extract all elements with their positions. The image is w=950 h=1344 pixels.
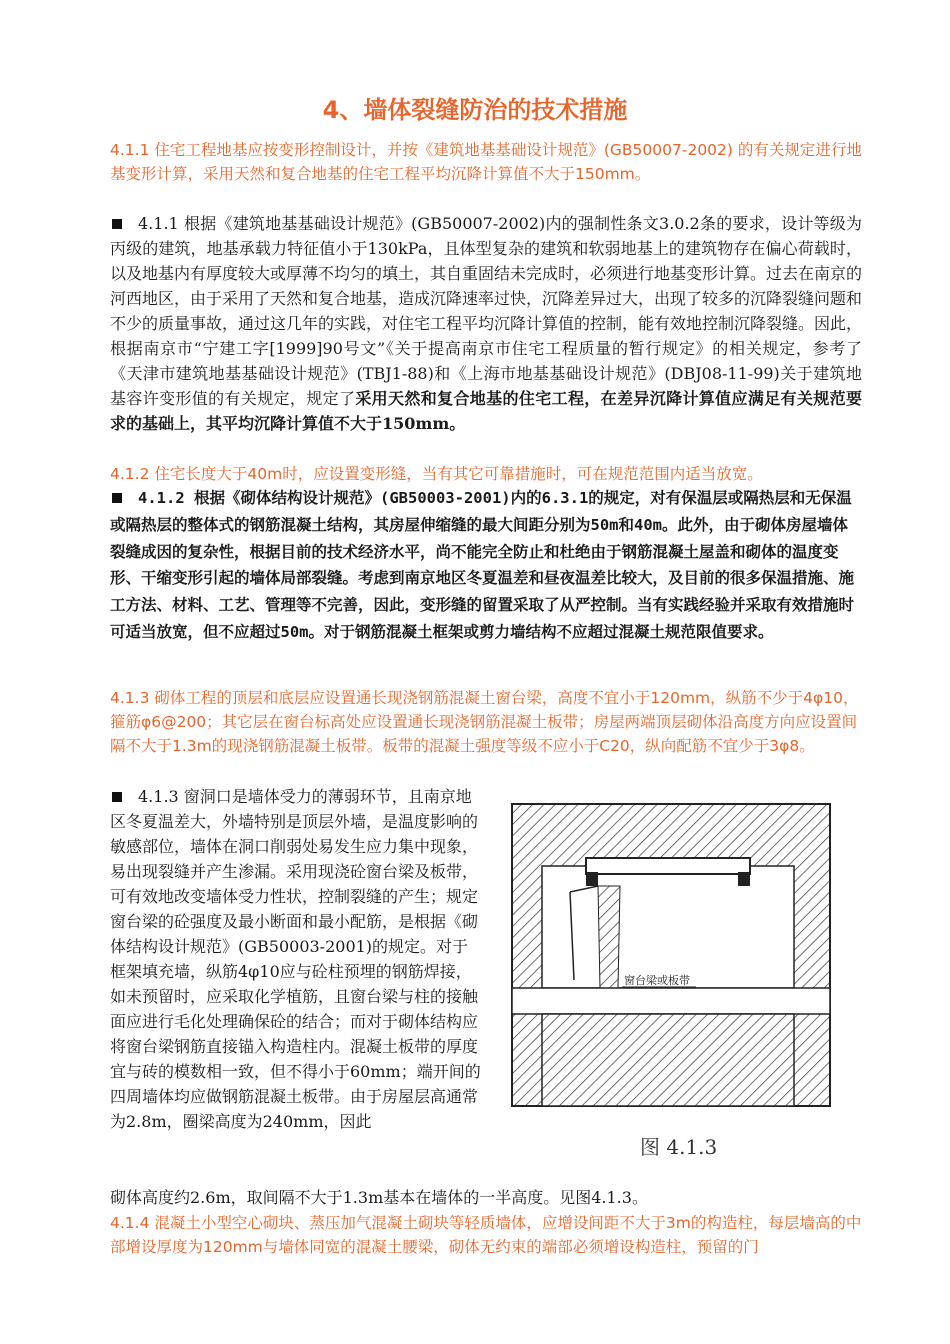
clause-4-1-3-heading: 4.1.3 砌体工程的顶层和底层应设置通长现浇钢筋混凝土窗台梁，高度不宜小于120mm，纵筋不少于4φ10，箍筋φ6@200；其它层在窗台标高处应设置通长现浇钢筋混凝土板带；房屋两端顶层砌体沿高度方向应设置间隔不大于1.3m的现浇钢筋混凝土板带。板带的混凝土强度等级不应小于C20，纵向配筋不宜少于3φ8。 [110,689,859,755]
window-opening [542,866,794,988]
clause-4-1-1-heading: 4.1.1 住宅工程地基应按变形控制设计，并按《建筑地基基础设计规范》(GB50007-2002) 的有关规定进行地基变形计算，采用天然和复合地基的住宅工程平均沉降计算值不大于150mm。 [110,141,862,183]
clause-4-1-3-explanation [110,784,482,1134]
bullet-square-icon [112,219,122,229]
lintel-beam [586,858,750,874]
sill-beam-band [512,988,830,1014]
clause-4-1-2-heading: 4.1.2 住宅长度大于40m时，应设置变形缝，当有其它可靠措施时，可在规范范围内适当放宽。 [110,465,763,483]
figure-4-1-3 [500,780,855,1172]
explanation-text: 4.1.2 根据《砌体结构设计规范》(GB50003-2001)内的6.3.1的规定，对有保温层或隔热层和无保温或隔热层的整体式的钢筋混凝土结构，其房屋伸缩缝的最大间距分别为50m和40m。此外，由于砌体房屋墙体裂缝成因的复杂性，根据目前的技术经济水平，尚不能完全防止和杜绝由于钢筋混凝土屋盖和砌体的温度变形、干缩变形引起的墙体局部裂缝。考虑到南京地区冬夏温差和昼夜温差比较大，及目前的很多保温措施、施工方法、材料、工艺、管理等不完善，因此，变形缝的留置采取了从严控制。当有实践经验并采取有效措施时可适当放宽，但不应超过50m。对于钢筋混凝土框架或剪力墙结构不应超过混凝土规范限值要求。 [110,489,855,641]
explanation-bold-text: 采用天然和复合地基的住宅工程，在差异沉降计算值应满足有关规范要求的基础上，其平均沉降计算值不大于150mm。 [110,389,862,433]
page-title: 4、墙体裂缝防治的技术措施 [322,96,628,124]
figure-label: 窗台梁或板带 [624,974,690,987]
bullet-square-icon [112,493,122,503]
stress-zone [598,886,620,988]
bullet-square-icon [112,792,122,802]
figure-caption: 图 4.1.3 [640,1135,718,1159]
clause-4-1-3-explanation-tail: 砌体高度约2.6m，取间隔不大于1.3m基本在墙体的一半高度。见图4.1.3。 [110,1188,648,1207]
explanation-text: 4.1.1 根据《建筑地基基础设计规范》(GB50007-2002)内的强制性条文3.0.2条的要求，设计等级为丙级的建筑，地基承载力特征值小于130kPa，且体型复杂的建筑和软弱地基上的建筑物存在偏心荷载时，以及地基内有厚度较大或厚薄不均匀的填土，其自重固结未完成时，必须进行地基变形计算。过去在南京的河西地区，由于采用了天然和复合地基，造成沉降速率过快，沉降差异过大，出现了较多的沉降裂缝问题和不少的质量事故，通过这几年的实践，对住宅工程平均沉降计算值的控制，能有效地控制沉降裂缝。因此，根据南京市“宁建工字[1999]90号文”《关于提高南京市住宅工程质量的暂行规定》的相关规定，参考了《天津市建筑地基基础设计规范》(TBJ1-88)和《上海市地基基础设计规范》(DBJ08-11-99)关于建筑地基容许变形值的有关规定，规定了 [110,214,863,408]
explanation-text: 4.1.3 窗洞口是墙体受力的薄弱环节，且南京地区冬夏温差大，外墙特别是顶层外墙，是温度影响的敏感部位，墙体在洞口削弱处易发生应力集中现象，易出现裂缝并产生渗漏。采用现浇砼窗台梁及板带，可有效地改变墙体受力性状，控制裂缝的产生；规定窗台梁的砼强度及最小断面和最小配筋，是根据《砌体结构设计规范》(GB50003-2001)的规定。对于框架填充墙，纵筋4φ10应与砼柱预埋的钢筋焊接，如未预留时，应采取化学植筋，且窗台梁与柱的接触面应进行毛化处理确保砼的结合；而对于砌体结构应将窗台梁钢筋直接锚入构造柱内。混凝土板带的厚度宜与砖的模数相一致，但不得小于60mm；端开间的四周墙体均应做钢筋混凝土板带。由于房屋层高通常为2.8m，圈梁高度为240mm，因此 [110,787,481,1131]
clause-4-1-1-explanation [110,211,862,436]
clause-4-1-4-heading: 4.1.4 混凝土小型空心砌块、蒸压加气混凝土砌块等轻质墙体，应增设间距不大于3m的构造柱，每层墙高的中部增设厚度为120mm与墙体同宽的混凝土腰梁，砌体无约束的端部必须增设构造柱，预留的门 [110,1214,862,1256]
clause-4-1-2-explanation [110,485,862,646]
